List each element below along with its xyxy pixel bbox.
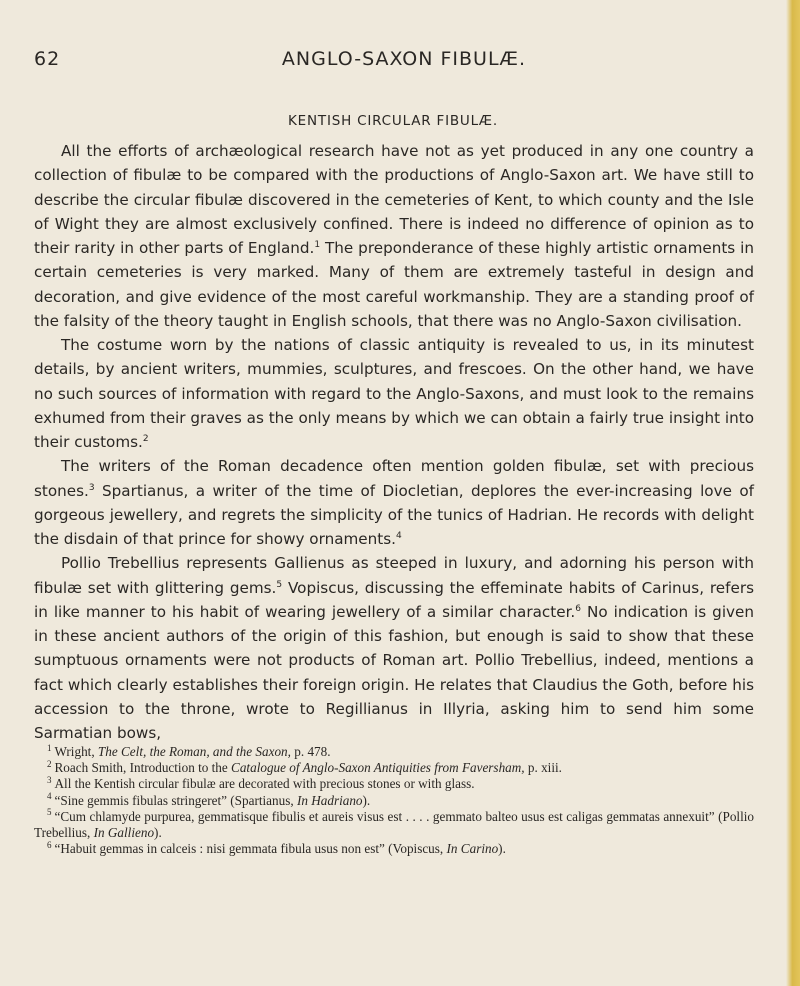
footnote-number: 1 [47,742,52,753]
footnote [34,744,754,760]
footnote-text: “Cum chlamyde purpurea, gemmatisque fibulis et aureis visus est . . . . gemmato balteo usus est caligas gemmatas annexuit” (Pollio Trebellius, [34,808,754,841]
footnote-text: “Sine gemmis fibulas stringeret” (Spartianus, [54,792,297,808]
paragraph-text: The costume worn by the nations of classic antiquity is revealed to us, in its minutest details, by ancient writers, mummies, sculptures, and frescoes. On the other hand, we have no such sources of information with regard to the Anglo-Saxons, and must look to the remains exhumed from their graves as the only means by which we can obtain a fairly true insight into their customs. [34,336,754,451]
paragraph-text: Vopiscus, discussing the effeminate habits of Carinus, refers in like manner to his habit of wearing jewellery of a similar character. [34,578,754,621]
paragraph [34,551,754,745]
paragraph [34,333,754,454]
footnote-text: p. 478. [290,744,331,759]
page-header [34,48,774,78]
footnote-text: p. xiii. [524,760,562,776]
footnote-title: Catalogue of Anglo-Saxon Antiquities from Faversham, [231,760,525,776]
footnote-text: Roach Smith, Introduction to the [54,760,232,776]
body-text [34,139,754,745]
footnote-title: In Hadriano [296,792,363,808]
running-title: ANGLO-SAXON FIBULÆ. [281,48,527,70]
paragraph-text: Spartianus, a writer of the time of Diocletian, deplores the ever-increasing love of gorgeous jewellery, and regrets the simplicity of the tunics of Hadrian. He records with delight the disdain of that prince for showy ornaments. [34,481,754,548]
paragraph-text: All the efforts of archæological research have not as yet produced in any one country a collection of fibulæ to be compared with the productions of Anglo-Saxon art. We have still to describe the circular fibulæ discovered in the cemeteries of Kent, to which county and the Isle of Wight they are almost exclusively confined. There is indeed no difference of opinion as to their rarity in other parts of England. [34,142,754,257]
footnote [34,760,754,776]
footnote [34,793,754,809]
paragraph [34,139,754,333]
footnote-ref: 4 [395,530,402,541]
footnotes [34,744,754,857]
footnote-text: ). [154,825,162,841]
paragraph [34,454,754,551]
paragraph-text: The writers of the Roman decadence often mention golden fibulæ, set with precious stones. [34,457,754,500]
footnote-title: In Gallieno [93,825,155,841]
footnote-number: 6 [47,839,52,850]
footnote-number: 5 [47,807,52,818]
footnote-text: All the Kentish circular fibulæ are decorated with precious stones or with glass. [54,776,475,792]
page-number: 62 [34,48,61,70]
section-heading: KENTISH CIRCULAR FIBULÆ. [288,113,498,129]
footnote-number: 4 [47,791,52,802]
footnote-title: The Celt, the Roman, and the Saxon, [97,744,291,759]
paragraph-text: The preponderance of these highly artistic ornaments in certain cemeteries is very marked. Many of them are extremely tasteful in design and decoration, and give evidence of the most careful workmanship. They are a standing proof of the falsity of the theory taught in English schools, that there was no Anglo-Saxon civilisation. [34,239,754,330]
footnote-ref: 5 [276,579,283,590]
footnote-text: ). [362,792,371,808]
footnote-ref: 2 [142,433,149,444]
footnote-number: 2 [47,758,52,769]
footnote-text: “Habuit gemmas in calceis : nisi gemmata fibula usus non est” (Vopiscus, [54,841,447,857]
footnote-text: Wright, [54,744,98,759]
footnote-number: 3 [47,775,52,786]
footnote-ref: 6 [575,603,581,614]
footnote-ref: 3 [88,482,95,493]
page-edge [786,0,800,986]
footnote-text: ). [498,841,506,857]
footnote [34,776,754,792]
footnote [34,841,754,857]
paragraph-text: No indication is given in these ancient authors of the origin of this fashion, but enough is said to show that these sumptuous ornaments were not products of Roman art. Pollio Trebellius, indeed, mentions a fact which clearly establishes their foreign origin. He relates that Claudius the Goth, before his accession to the throne, wrote to Regillianus in Illyria, asking him to send him some Sarmatian bows, [34,602,754,742]
paragraph-text: Pollio Trebellius represents Gallienus as steeped in luxury, and adorning his person with fibulæ set with glittering gems. [34,554,754,597]
footnote-ref: 1 [314,239,321,250]
footnote-title: In Carino [446,841,499,857]
footnote [34,809,754,841]
